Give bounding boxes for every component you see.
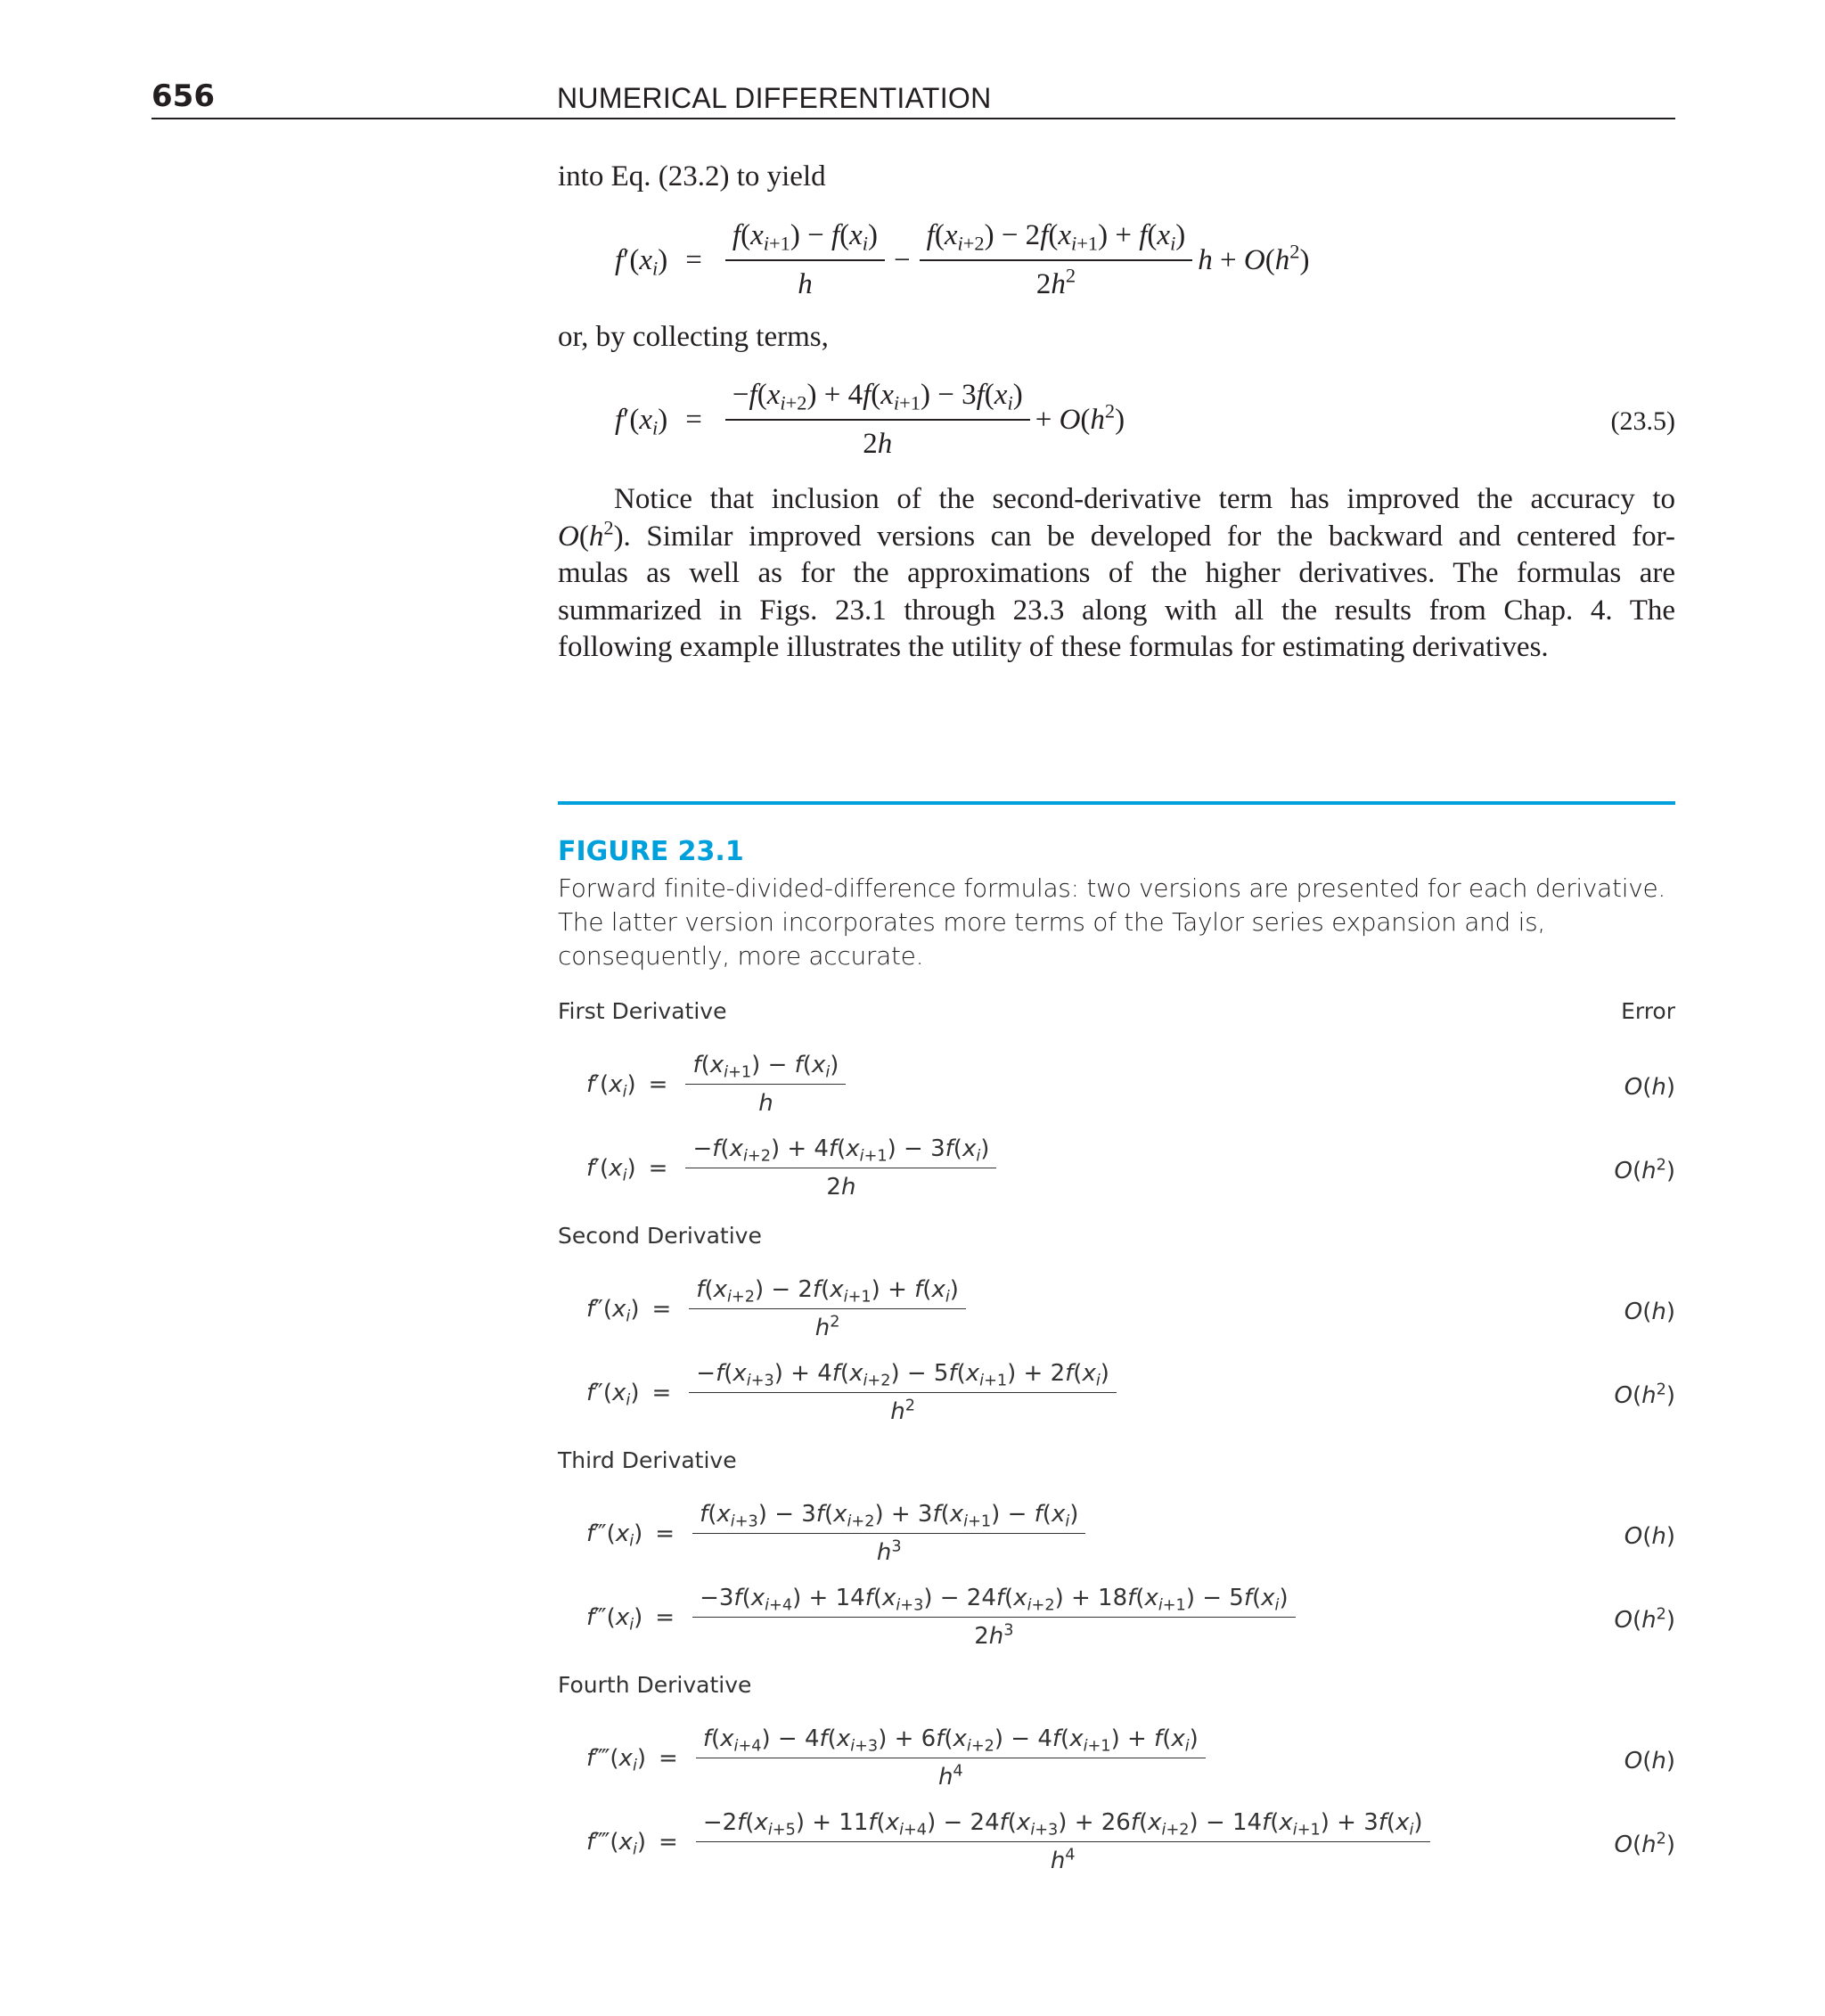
error-order-h2: $O(h^2)$ — [1614, 1156, 1675, 1184]
paragraph — [558, 481, 1675, 667]
equation-number: (23.5) — [1610, 406, 1675, 436]
equation-23-5: $f'(x_i)$ = $\frac{-f(x_{i+2}) + 4f(x_{i+1}) - 3f(x_i)}{2h}$ + $O(h^2)$ — [615, 379, 1125, 460]
formula-first-derivative-oh: $f'(x_i)$ = $\frac{f(x_{i+1}) - f(x_i)}{h}$ — [586, 1052, 851, 1117]
error-order-h: O(h) — [1624, 1748, 1675, 1774]
error-order-h2: $O(h^2)$ — [1614, 1830, 1675, 1858]
section-first-derivative: First Derivative — [558, 998, 727, 1024]
accuracy-order: $O(h^2$ — [558, 516, 614, 553]
formula-third-derivative-oh: $f‴(x_i)$ = $\frac{f(x_{i+3}) - 3f(x_{i+2}) + 3f(x_{i+1}) - f(x_i)}{h^3}$ — [586, 1501, 1091, 1566]
error-order-h2: $O(h^2)$ — [1614, 1605, 1675, 1634]
error-heading: Error — [1621, 998, 1675, 1024]
formula-second-derivative-oh: $f''(x_i)$ = $\frac{f(x_{i+2}) - 2f(x_{i+1}) + f(x_i)}{h^2}$ — [586, 1276, 971, 1341]
header-rule — [151, 118, 1675, 119]
paragraph-line: summarized in Figs. 23.1 through 23.3 along with all the results from Chap. 4. The — [558, 594, 1675, 627]
error-order-h2: $O(h^2)$ — [1614, 1381, 1675, 1409]
figure-caption: Forward finite-divided-difference formulas: two versions are presented for each derivative. The latter version incorporates more terms of the Taylor series expansion and is, consequently, more accurate. — [558, 873, 1665, 971]
paragraph-line: mulas as well as for the approximations of the higher derivatives. The formulas are — [558, 557, 1675, 589]
error-order-h: O(h) — [1624, 1523, 1675, 1550]
error-order-h: O(h) — [1624, 1299, 1675, 1325]
equation-expanded: $f'(x_i)$ = $\frac{f(x_{i+1}) - f(x_i)}{h}$ − $\frac{f(x_{i+2}) - 2f(x_{i+1}) + f(x_i)}{2h^2}$ $h + O(h^2)$ — [615, 219, 1310, 300]
section-second-derivative: Second Derivative — [558, 1223, 762, 1249]
formula-fourth-derivative-oh: $f⁗(x_i)$ = $\frac{f(x_{i+4}) - 4f(x_{i+3}) + 6f(x_{i+2}) - 4f(x_{i+1}) + f(x_i)}{h^4}$ — [586, 1725, 1211, 1791]
collecting-terms-text: or, by collecting terms, — [558, 321, 829, 353]
paragraph-line: following example illustrates the utility of these formulas for estimating derivatives. — [558, 631, 1549, 663]
intro-text: into Eq. (23.2) to yield — [558, 160, 826, 193]
section-third-derivative: Third Derivative — [558, 1447, 737, 1473]
running-head: NUMERICAL DIFFERENTIATION — [557, 82, 992, 114]
error-order-h: O(h) — [1624, 1074, 1675, 1101]
page-number: 656 — [151, 78, 215, 114]
formula-second-derivative-oh2: $f''(x_i)$ = $\frac{-f(x_{i+3}) + 4f(x_{i+2}) - 5f(x_{i+1}) + 2f(x_i)}{h^2}$ — [586, 1360, 1122, 1425]
formula-fourth-derivative-oh2: $f⁗(x_i)$ = $-2f(x_{i+5}) + 11f(x_{i+4}) - 24f(x_{i+3}) + 26f(x_{i+2}) - 14f(x_{i+1}) + 3f(x_i)$ $h^4$ — [586, 1809, 1436, 1874]
figure-label: FIGURE 23.1 — [558, 836, 744, 867]
formula-first-derivative-oh2: $f'(x_i)$ = $\frac{-f(x_{i+2}) + 4f(x_{i+1}) - 3f(x_i)}{2h}$ — [586, 1135, 1002, 1201]
paragraph-line: Notice that inclusion of the second-derivative term has improved the accuracy to — [614, 483, 1675, 515]
section-fourth-derivative: Fourth Derivative — [558, 1672, 752, 1698]
formula-third-derivative-oh2: $f‴(x_i)$ = $\frac{-3f(x_{i+4}) + 14f(x_{i+3}) - 24f(x_{i+2}) + 18f(x_{i+1}) - 5f(x_i)}{2h^3}$ — [586, 1585, 1301, 1650]
paragraph-line: $O(h^2)$. Similar improved versions can be developed for the backward and centered for- — [558, 516, 1675, 553]
figure-rule — [558, 801, 1675, 805]
